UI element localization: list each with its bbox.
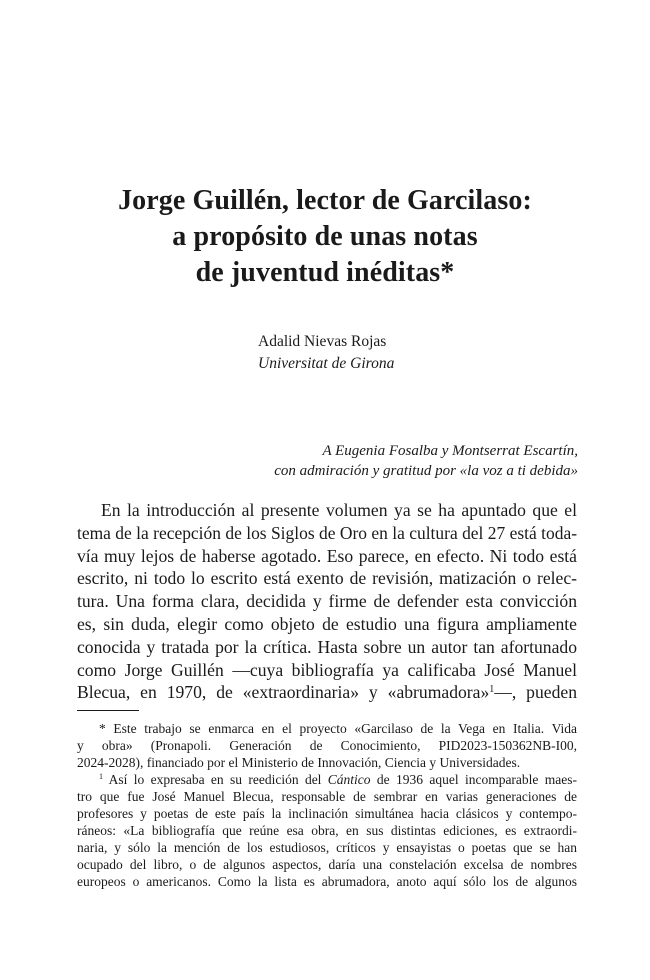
footnote-text: de 1936 aquel incomparable maes- [376,772,578,787]
body-line: es, sin duda, elegir como objeto de estudio una figura ampliamente [77,613,577,634]
dedication-line: con admiración y gratitud por «la voz a ti debida» [274,463,578,479]
footnote-1-line: tro que fue José Manuel Blecua, responsable de sembrar en varias generaciones de [77,789,577,804]
footnote-star-line: * Este trabajo se enmarca en el proyecto «Garcilaso de la Vega en Italia. Vida [99,721,577,736]
body-line: conocida y tratada por la crítica. Hasta sobre un autor tan afortunado [77,636,577,657]
body-line: vía muy lejos de haberse agotado. Eso parece, en efecto. Ni todo está [77,545,577,566]
footnote-text: Así lo expresaba en su reedición del [108,772,322,787]
author-name: Adalid Nievas Rojas [258,333,387,350]
body-line-text: —, pueden [494,682,577,703]
title-line: Jorge Guillén, lector de Garcilaso: [118,185,532,216]
body-paragraph [77,499,577,704]
footnote-1-line [77,771,577,788]
title-line: de juventud inéditas* [195,257,455,288]
body-line [77,681,577,704]
footnote-1-line: europeos o americanos. Como la lista es abrumadora, anoto aquí sólo los de algunos [77,874,577,889]
footnote-star-line: 2024-2028), financiado por el Ministerio de Innovación, Ciencia y Universidades. [77,755,521,770]
footnote-reference[interactable]: 1 [489,684,495,696]
body-line-text: Blecua, en 1970, de «extraordinaria» y «abrumadora» [77,682,490,703]
footnote-1-line: ocupado del libro, o de algunos aspectos, daría una constelación excelsa de nombres [77,857,577,872]
dedication [274,441,578,481]
footnote-1-line: naria, y sólo la mención de los estudiosos, críticos y ensayistas o poetas que se han [77,840,577,855]
article-title [60,183,590,291]
footnote-1-line: ráneos: «La bibliografía que reúne esa obra, en sus distintas ediciones, es extraordi- [77,823,577,838]
footnotes [77,720,577,890]
body-line: escrito, ni todo lo escrito está exento de revisión, matización o relec- [77,568,577,589]
title-line: a propósito de unas notas [172,221,478,252]
footnote-marker: 1 [99,772,103,781]
body-line: como Jorge Guillén —cuya bibliografía ya calificaba José Manuel [77,659,577,680]
footnote-italic-title: Cántico [327,772,371,787]
body-line: tura. Una forma clara, decidida y firme de defender esta convicción [77,591,577,612]
footnote-star-line: y obra» (Pronapoli. Generación de Conocimiento, PID2023-150362NB-I00, [77,738,577,753]
author-affiliation: Universitat de Girona [258,355,395,372]
body-line: En la introducción al presente volumen ya se ha apuntado que el [101,500,577,520]
byline [258,331,394,375]
footnote-1-line: profesores y poetas de este país la inclinación simultánea hacia clásicos y contempo- [77,806,577,821]
dedication-line: A Eugenia Fosalba y Montserrat Escartín, [322,443,578,459]
body-line: tema de la recepción de los Siglos de Oro en la cultura del 27 está toda- [77,522,578,543]
footnote-separator [77,710,139,711]
